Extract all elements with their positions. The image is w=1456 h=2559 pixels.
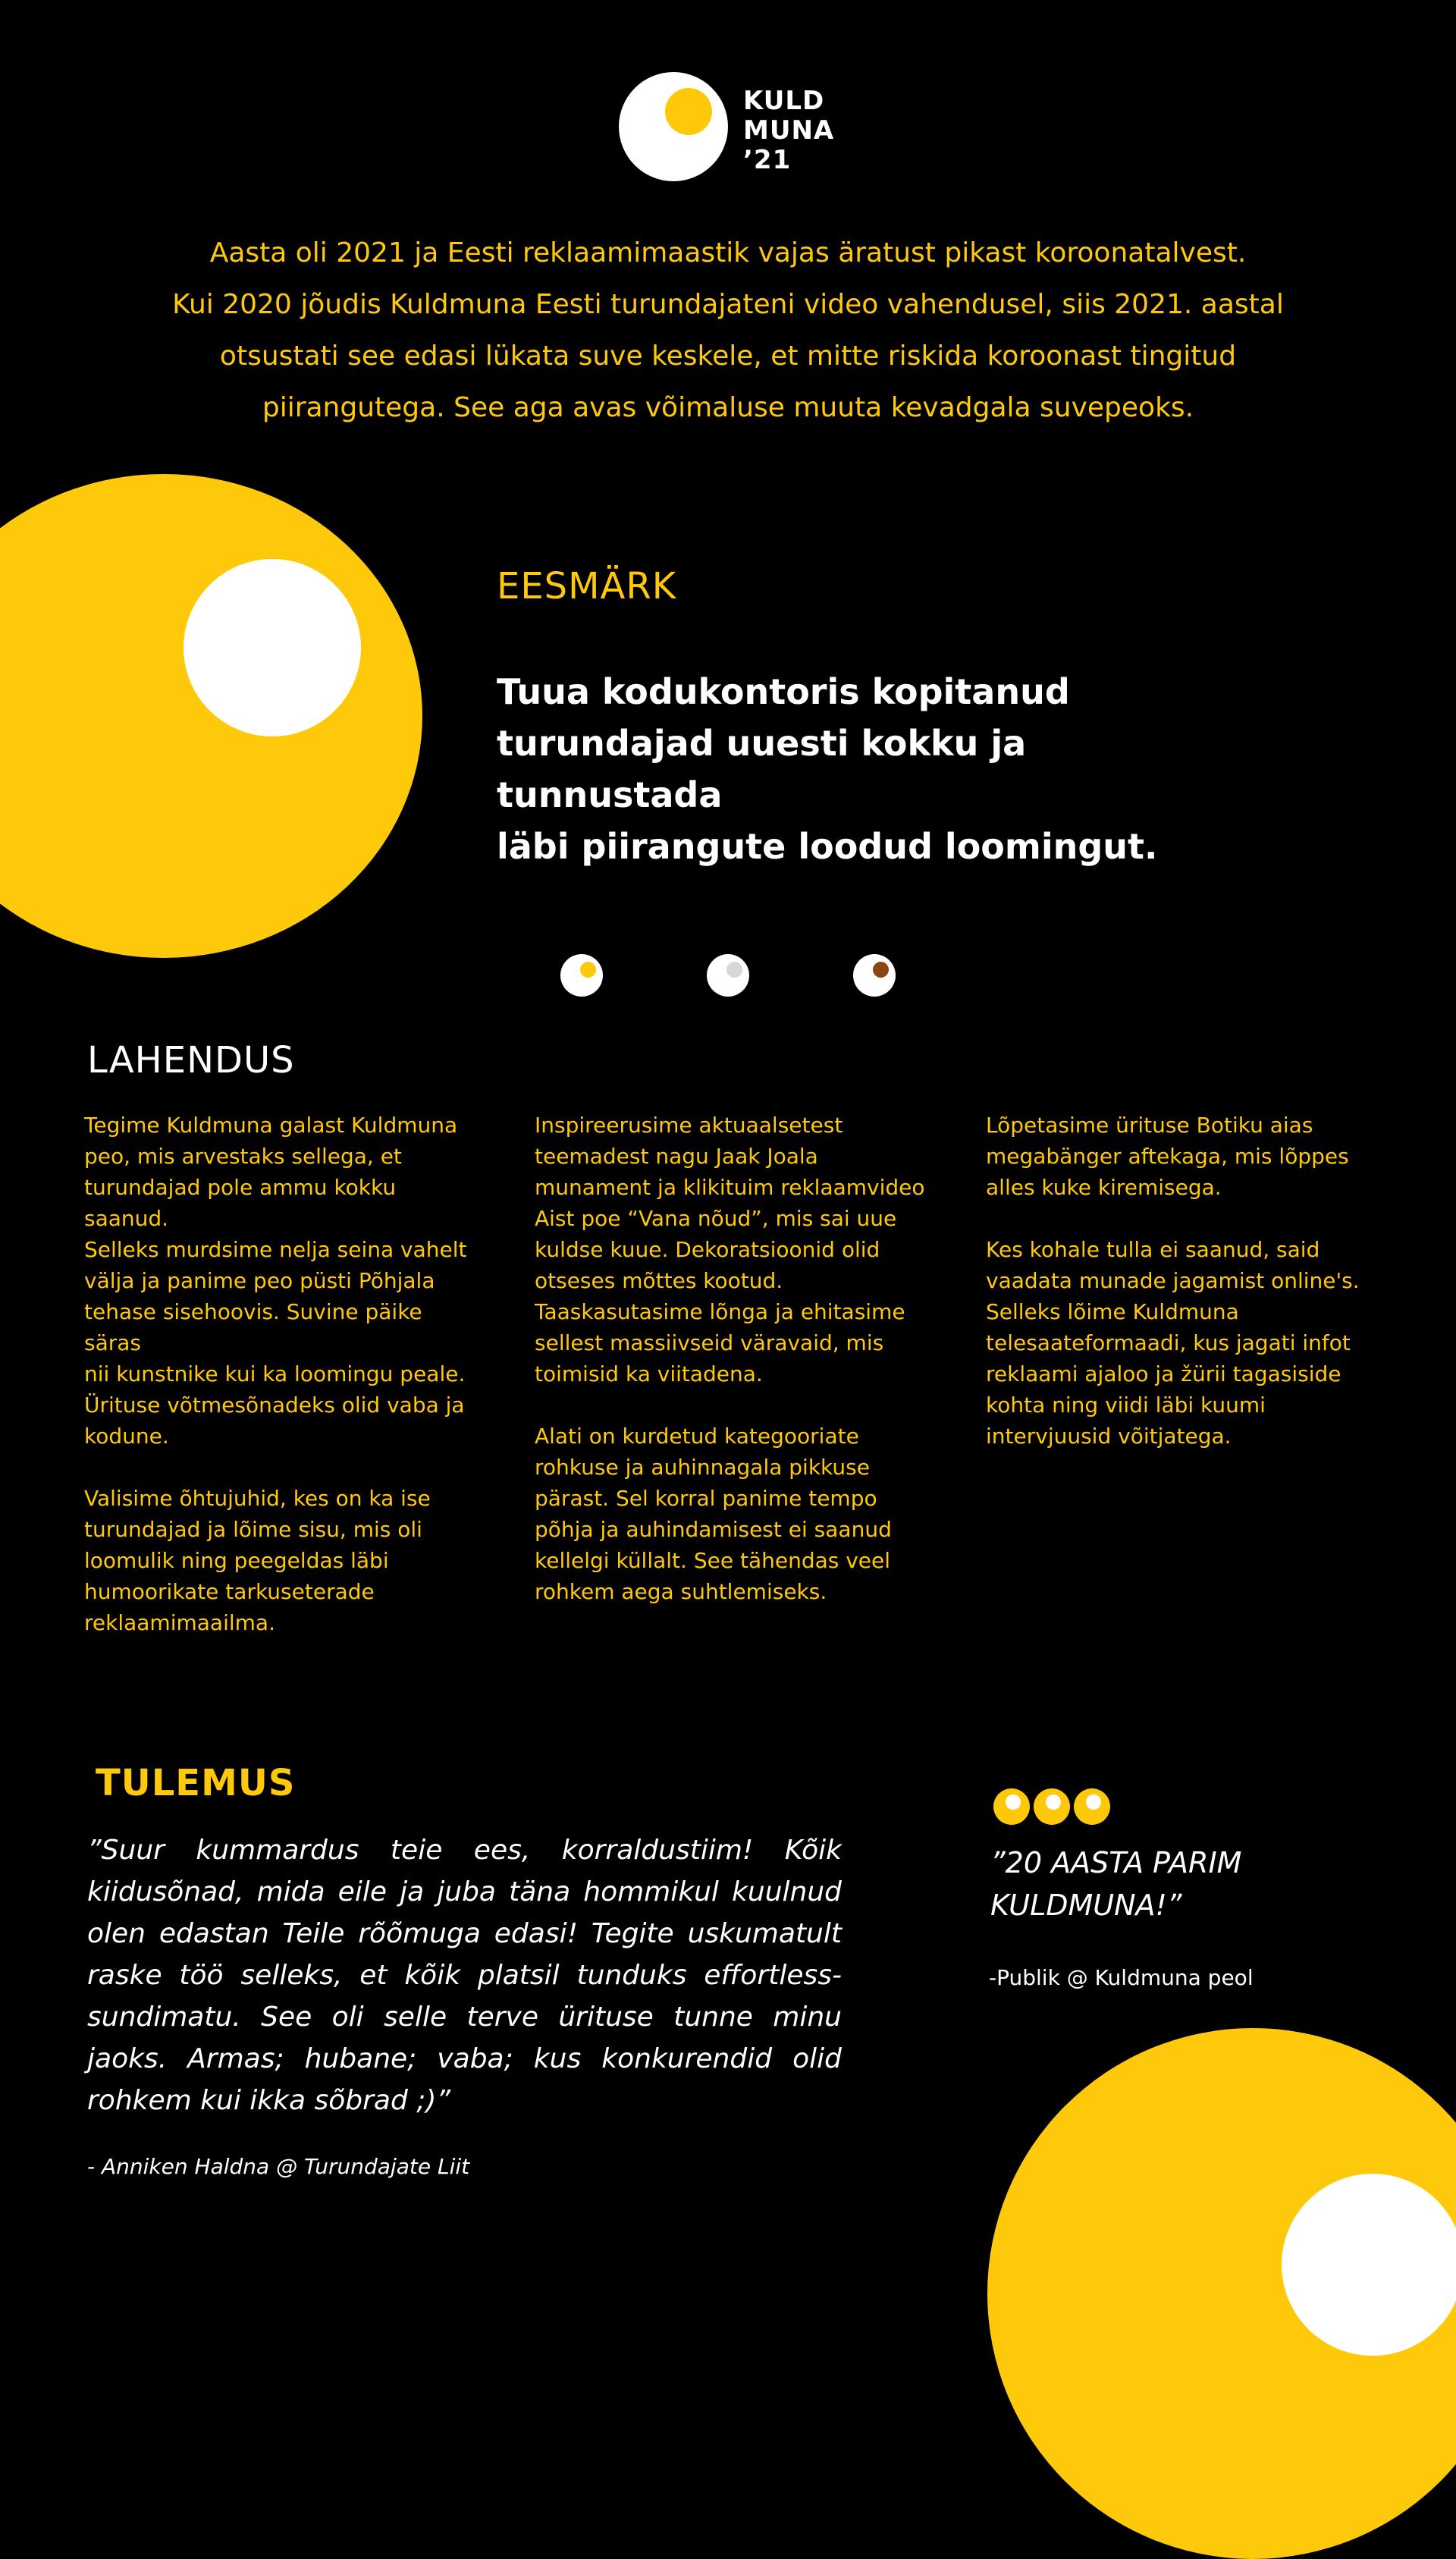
text-line: reklaamimaailma. — [84, 1610, 275, 1635]
tulemus-heading: TULEMUS — [96, 1762, 296, 1804]
mini-egg-white-icon — [1046, 1794, 1061, 1810]
text-line: sellest massiivseid väravaid, mis — [535, 1330, 884, 1355]
text-line: peo, mis arvestaks sellega, et — [84, 1144, 402, 1169]
small-egg-icon — [853, 954, 896, 997]
logo-line-2: MUNA — [743, 115, 835, 146]
intro-paragraph — [152, 228, 1304, 434]
text-line: reklaami ajaloo ja žürii tagasiside — [986, 1361, 1341, 1386]
text-line: põhja ja auhindamisest ei saanud — [535, 1517, 892, 1542]
eesmark-line: turundajad uuesti kokku ja tunnustada — [497, 723, 1027, 815]
text-line: kellelgi küllalt. See tähendas veel — [535, 1548, 891, 1573]
text-line: Lõpetasime ürituse Botiku aias — [986, 1113, 1313, 1138]
text-line: vaadata munade jagamist online's. — [986, 1268, 1360, 1293]
text-line: välja ja panime peo püsti Põhjala — [84, 1268, 435, 1293]
text-line: kodune. — [84, 1424, 169, 1449]
text-line: Tegime Kuldmuna galast Kuldmuna — [84, 1113, 458, 1138]
eesmark-heading: EESMÄRK — [497, 565, 677, 608]
text-line: megabänger aftekaga, mis lõppes — [986, 1144, 1349, 1169]
intro-line: Aasta oli 2021 ja Eesti reklaamimaastik vajas äratust pikast koroonatalvest. — [209, 237, 1247, 268]
bottom-egg-white-icon — [1282, 2174, 1456, 2356]
side-quote — [990, 1842, 1309, 1926]
paragraph — [535, 1421, 929, 1607]
text-line: humoorikate tarkuseterade — [84, 1579, 375, 1604]
text-line: tehase sisehoovis. Suvine päike säras — [84, 1299, 422, 1355]
small-egg-icon — [560, 954, 603, 997]
text-line: Aist poe “Vana nõud”, mis sai uue — [535, 1206, 897, 1231]
paragraph — [986, 1234, 1380, 1452]
text-line: Taaskasutasime lõnga ja ehitasime — [535, 1299, 905, 1324]
lahendus-column-2 — [535, 1110, 929, 1638]
silver-yolk-icon — [726, 962, 742, 978]
text-line: teemadest nagu Jaak Joala — [535, 1144, 818, 1169]
paragraph — [986, 1110, 1380, 1203]
text-line: turundajad ja lõime sisu, mis oli — [84, 1517, 422, 1542]
text-line: kohta ning viidi läbi kuumi — [986, 1393, 1266, 1418]
text-line: Selleks lõime Kuldmuna — [986, 1299, 1239, 1324]
lahendus-column-3 — [986, 1110, 1380, 1483]
paragraph — [84, 1483, 479, 1638]
big-egg-white-icon — [184, 559, 361, 736]
text-line: pärast. Sel korral panime tempo — [535, 1486, 877, 1511]
mini-egg-white-icon — [1006, 1794, 1021, 1810]
text-line: otseses mõttes kootud. — [535, 1268, 783, 1293]
logo-yolk-icon — [665, 88, 712, 135]
eesmark-statement — [497, 666, 1194, 872]
logo-wordmark — [743, 86, 834, 175]
paragraph — [84, 1110, 479, 1452]
text-line: rohkem aega suhtlemiseks. — [535, 1579, 827, 1604]
side-quote-line: KULDMUNA!” — [990, 1889, 1182, 1922]
intro-line: Kui 2020 jõudis Kuldmuna Eesti turundajateni video vahendusel, siis 2021. aastal — [172, 289, 1284, 320]
text-line: intervjuusid võitjatega. — [986, 1424, 1232, 1449]
intro-line: piirangutega. See aga avas võimaluse muuta kevadgala suvepeoks. — [262, 392, 1194, 423]
logo-line-3: ’21 — [743, 145, 792, 175]
lahendus-heading: LAHENDUS — [87, 1039, 295, 1082]
text-line: telesaateformaadi, kus jagati infot — [986, 1330, 1351, 1355]
eesmark-line: läbi piirangute loodud loomingut. — [497, 826, 1158, 867]
paragraph — [535, 1110, 929, 1389]
text-line: alles kuke kiremisega. — [986, 1175, 1222, 1200]
mini-egg-white-icon — [1086, 1794, 1101, 1810]
side-quote-line: ”20 AASTA PARIM — [990, 1846, 1242, 1879]
big-egg-yolk-icon — [0, 474, 422, 958]
side-quote-author: -Publik @ Kuldmuna peol — [989, 1965, 1254, 1990]
logo-line-1: KULD — [743, 86, 825, 116]
text-line: turundajad pole ammu kokku saanud. — [84, 1175, 397, 1231]
eesmark-line: Tuua kodukontoris kopitanud — [497, 671, 1070, 712]
text-line: Alati on kurdetud kategooriate — [535, 1424, 859, 1449]
text-line: nii kunstnike kui ka loomingu peale. — [84, 1361, 466, 1386]
testimonial-author: - Anniken Haldna @ Turundajate Liit — [87, 2154, 470, 2179]
text-line: loomulik ning peegeldas läbi — [84, 1548, 389, 1573]
text-line: rohkuse ja auhinnagala pikkuse — [535, 1455, 870, 1480]
bronze-yolk-icon — [873, 962, 889, 978]
text-line: Inspireerusime aktuaalsetest — [535, 1113, 843, 1138]
intro-line: otsustati see edasi lükata suve keskele, et mitte riskida koroonast tingitud — [219, 341, 1237, 372]
text-line: Kes kohale tulla ei saanud, said — [986, 1237, 1320, 1262]
small-egg-icon — [707, 954, 749, 997]
lahendus-column-1 — [84, 1110, 479, 1669]
text-line: kuldse kuue. Dekoratsioonid olid — [535, 1237, 880, 1262]
text-line: Valisime õhtujuhid, kes on ka ise — [84, 1486, 431, 1511]
text-line: Ürituse võtmesõnadeks olid vaba ja — [84, 1393, 465, 1418]
testimonial-quote: ”Suur kummardus teie ees, korraldustiim! Kõik kiidusõnad, mida eile ja juba täna hommikul kuulnud olen edastan Teile rõõmuga edasi! Tegite uskumatult raske töö selleks, et kõik platsil tunduks effortless-sundimatu. See oli selle terve ürituse tunne minu jaoks. Armas; hubane; vaba; kus konkurendid olid rohkem kui ikka sõbrad ;)” — [87, 1835, 842, 2116]
text-line: munament ja klikituim reklaamvideo — [535, 1175, 925, 1200]
gold-yolk-icon — [580, 962, 596, 978]
text-line: toimisid ka viitadena. — [535, 1361, 763, 1386]
text-line: Selleks murdsime nelja seina vahelt — [84, 1237, 467, 1262]
